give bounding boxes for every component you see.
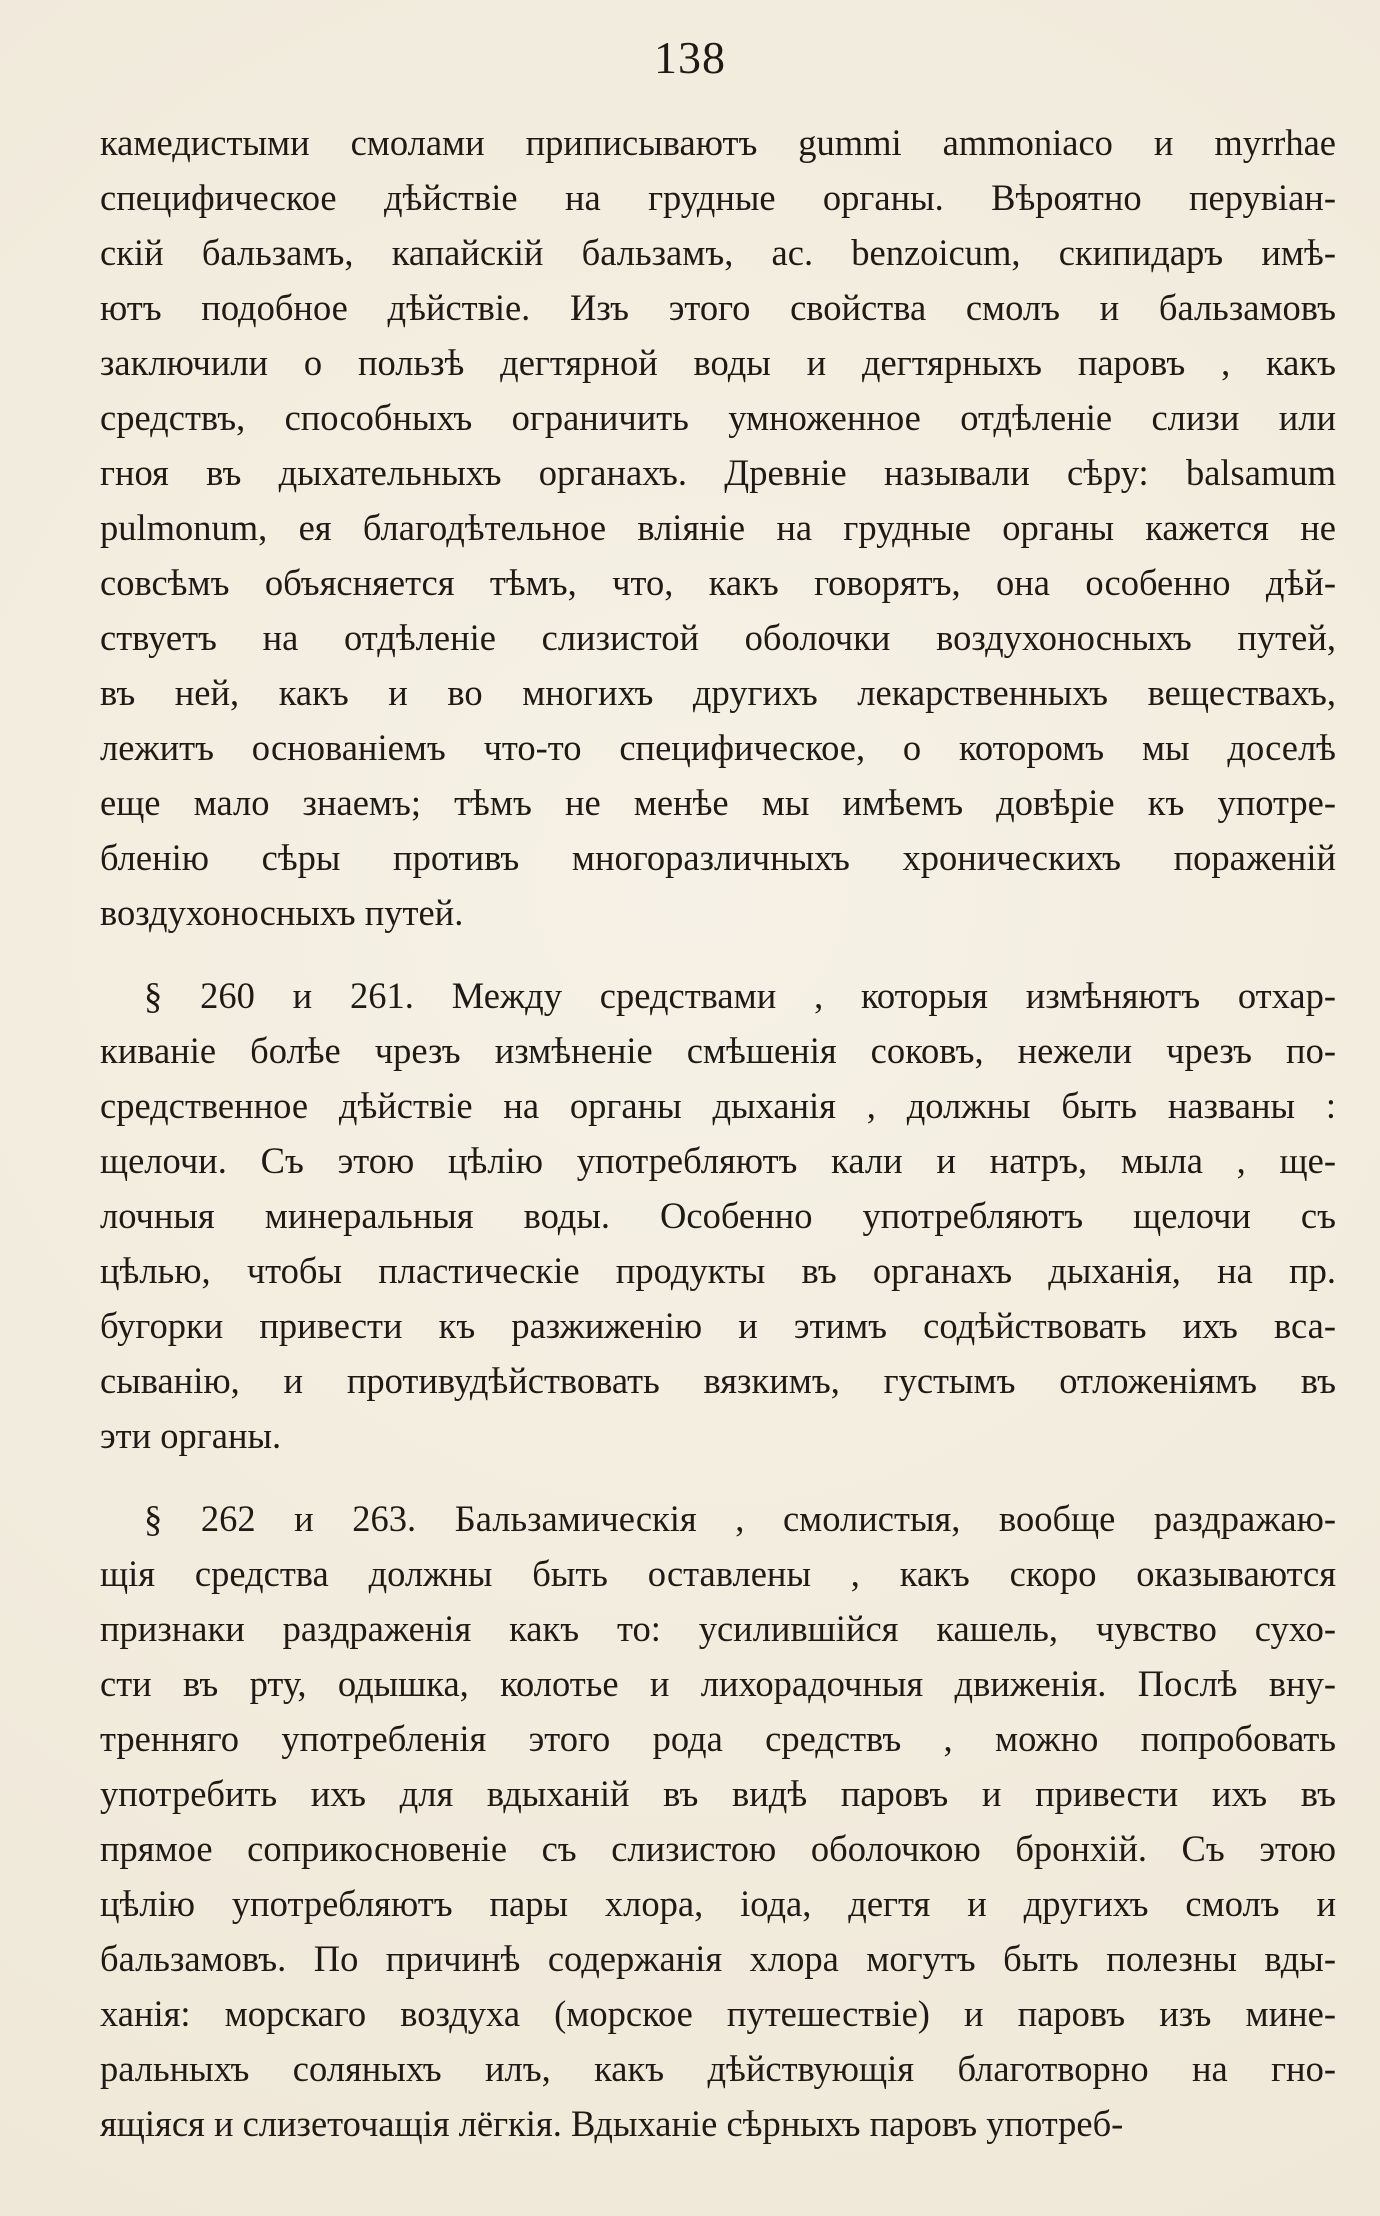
- text-line: щелочи. Съ этою цѣлію употребляютъ кали и натръ, мыла , ще-: [100, 1140, 1336, 1181]
- paragraph-3: [100, 1491, 1336, 2151]
- paragraph-gap: [100, 1463, 1336, 1491]
- text-line: средствъ, способныхъ ограничить умноженное отдѣленіе слизи или: [100, 397, 1336, 438]
- page-number: 138: [654, 32, 726, 83]
- text-line: камедистыми смолами приписываютъ gummi ammoniaco и myrrhae: [100, 122, 1336, 163]
- text-line: цѣлію употребляютъ пары хлора, іода, дегтя и другихъ смолъ и: [100, 1883, 1336, 1924]
- paragraph-gap: [100, 940, 1336, 968]
- paragraph-1: [100, 115, 1336, 940]
- text-line: § 262 и 263. Бальзамическія , смолистыя, вообще раздражаю-: [144, 1498, 1336, 1539]
- text-line: лежитъ основаніемъ что-то специфическое, о которомъ мы доселѣ: [100, 727, 1336, 768]
- page-body: [100, 115, 1336, 2151]
- text-line: бленію сѣры противъ многоразличныхъ хроническихъ пораженій: [100, 837, 1336, 878]
- text-line: еще мало знаемъ; тѣмъ не менѣе мы имѣемъ довѣріе къ употре-: [100, 782, 1336, 823]
- text-line: лочныя минеральныя воды. Особенно употребляютъ щелочи съ: [100, 1195, 1336, 1236]
- text-line: цѣлью, чтобы пластическіе продукты въ органахъ дыханія, на пр.: [100, 1250, 1336, 1291]
- text-line: бальзамовъ. По причинѣ содержанія хлора могутъ быть полезны вды-: [100, 1938, 1336, 1979]
- text-line: ральныхъ соляныхъ илъ, какъ дѣйствующія благотворно на гно-: [100, 2048, 1336, 2089]
- text-line: признаки раздраженія какъ то: усилившійся кашель, чувство сухо-: [100, 1608, 1336, 1649]
- text-line: щія средства должны быть оставлены , какъ скоро оказываются: [100, 1553, 1336, 1594]
- text-line: воздухоносныхъ путей.: [100, 892, 464, 933]
- text-line: ютъ подобное дѣйствіе. Изъ этого свойства смолъ и бальзамовъ: [100, 287, 1336, 328]
- text-line: ящіяся и слизеточащія лёгкія. Вдыханіе сѣрныхъ паровъ употреб-: [100, 2103, 1124, 2144]
- text-line: киваніе болѣе чрезъ измѣненіе смѣшенія соковъ, нежели чрезъ по-: [100, 1030, 1336, 1071]
- text-line: сыванію, и противудѣйствовать вязкимъ, густымъ отложеніямъ въ: [100, 1360, 1336, 1401]
- text-line: употребить ихъ для вдыханій въ видѣ паровъ и привести ихъ въ: [100, 1773, 1336, 1814]
- text-line: скій бальзамъ, капайскій бальзамъ, ас. benzoicum, скипидаръ имѣ-: [100, 232, 1336, 273]
- text-line: бугорки привести къ разжиженію и этимъ содѣйствовать ихъ вса-: [100, 1305, 1336, 1346]
- text-line: ствуетъ на отдѣленіе слизистой оболочки воздухоносныхъ путей,: [100, 617, 1336, 658]
- text-line: тренняго употребленія этого рода средствъ , можно попробовать: [100, 1718, 1336, 1759]
- text-line: pulmonum, ея благодѣтельное вліяніе на грудные органы кажется не: [100, 507, 1336, 548]
- text-line: совсѣмъ объясняется тѣмъ, что, какъ говорятъ, она особенно дѣй-: [100, 562, 1336, 603]
- text-line: специфическое дѣйствіе на грудные органы. Вѣроятно перувіан-: [100, 177, 1336, 218]
- text-line: эти органы.: [100, 1415, 282, 1456]
- text-line: средственное дѣйствіе на органы дыханія , должны быть названы :: [100, 1085, 1336, 1126]
- text-line: въ ней, какъ и во многихъ другихъ лекарственныхъ веществахъ,: [100, 672, 1336, 713]
- text-line: ханія: морскаго воздуха (морское путешествіе) и паровъ изъ мине-: [100, 1993, 1336, 2034]
- paragraph-2: [100, 968, 1336, 1463]
- text-line: прямое соприкосновеніе съ слизистою оболочкою бронхій. Съ этою: [100, 1828, 1336, 1869]
- text-line: § 260 и 261. Между средствами , которыя измѣняютъ отхар-: [144, 975, 1336, 1016]
- text-line: гноя въ дыхательныхъ органахъ. Древніе называли сѣру: balsamum: [100, 452, 1336, 493]
- text-line: сти въ рту, одышка, колотье и лихорадочныя движенія. Послѣ вну-: [100, 1663, 1336, 1704]
- text-line: заключили о пользѣ дегтярной воды и дегтярныхъ паровъ , какъ: [100, 342, 1336, 383]
